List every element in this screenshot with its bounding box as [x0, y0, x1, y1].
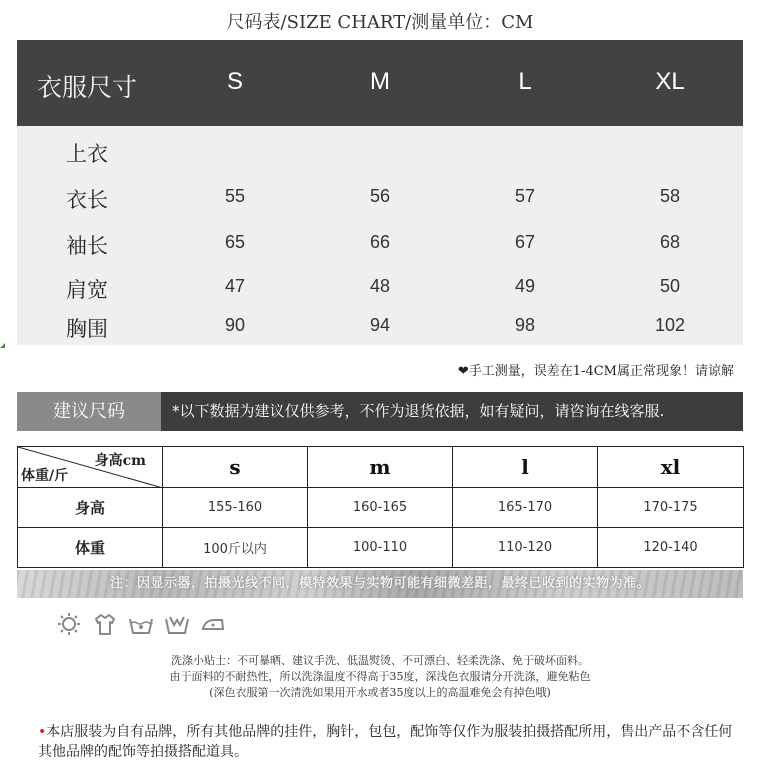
- corner-bottom-label: 体重/斤: [21, 468, 69, 484]
- care-icons: [56, 611, 226, 637]
- suggest-text: *以下数据为建议仅供参考，不作为退货依据，如有疑问，请咨询在线客服.: [172, 402, 665, 420]
- size-col-xl: XL: [655, 68, 685, 95]
- table-cell: 155-160: [163, 488, 308, 528]
- size-head-xl: xl: [598, 447, 744, 488]
- suggest-tag: 建议尺码: [17, 392, 161, 431]
- corner-mark-icon: [0, 343, 5, 348]
- tip-line: 由于面料的不耐热性，所以洗涤温度不得高于35度，深浅色衣服请分开洗涤，避免粘色: [169, 670, 591, 683]
- size-head-m: m: [308, 447, 453, 488]
- banner-text: 注：因显示器，拍摄光线不同，模特效果与实物可能有细微差距，最终已收到的实物为准。: [109, 576, 650, 591]
- size-chart-header: [17, 40, 743, 126]
- measure-note: ❤手工测量，误差在1-4CM属正常现象！请谅解: [457, 364, 734, 379]
- row-label: 胸围: [66, 317, 108, 341]
- recommend-table: [17, 446, 744, 568]
- bullet: •: [38, 724, 47, 740]
- suggest-bar: [17, 392, 743, 431]
- table-cell: 50: [659, 276, 681, 296]
- corner-cell: [18, 447, 163, 488]
- row-label: 衣长: [66, 188, 108, 212]
- note-banner: [17, 570, 743, 598]
- table-cell: 65: [224, 232, 246, 252]
- disclaimer: [38, 722, 743, 762]
- hang-dry-icon: [92, 611, 118, 637]
- table-cell: 66: [369, 232, 391, 252]
- wash-tips: [0, 653, 760, 701]
- tip-line: (深色衣服第一次清洗如果用开水或者35度以上的高温难免会有掉色哦): [209, 686, 551, 699]
- table-cell: 102: [654, 315, 686, 335]
- table-cell: 94: [369, 315, 391, 335]
- table-cell: 98: [514, 315, 536, 335]
- table-cell: 56: [369, 186, 391, 206]
- table-cell: 100-110: [308, 528, 453, 568]
- table-cell: 49: [514, 276, 536, 296]
- table-cell: 170-175: [598, 488, 744, 528]
- size-chart-body: [17, 126, 743, 345]
- tip-line: 洗涤小贴士：不可暴晒、建议手洗、低温熨烫、不可漂白、轻柔洗涤、免于破坏面料。: [171, 654, 589, 667]
- size-col-l: L: [518, 68, 532, 95]
- table-cell: 68: [659, 232, 681, 252]
- table-cell: 120-140: [598, 528, 744, 568]
- table-cell: 57: [514, 186, 536, 206]
- table-cell: 55: [224, 186, 246, 206]
- sun-dry-icon: [56, 611, 82, 637]
- table-row: [18, 447, 744, 488]
- row-label: 肩宽: [66, 278, 108, 302]
- table-cell: 67: [514, 232, 536, 252]
- iron-icon: [200, 611, 226, 637]
- corner-top-label: 身高cm: [94, 453, 146, 469]
- table-cell: 100斤以内: [163, 528, 308, 568]
- section-label: 上衣: [66, 142, 108, 166]
- table-row: [18, 528, 744, 568]
- size-head-l: l: [453, 447, 598, 488]
- table-cell: 47: [224, 276, 246, 296]
- table-cell: 90: [224, 315, 246, 335]
- table-cell: 110-120: [453, 528, 598, 568]
- table-cell: 160-165: [308, 488, 453, 528]
- size-chart-header-label: 衣服尺寸: [37, 73, 138, 102]
- row-label: 体重: [18, 528, 163, 568]
- size-col-m: M: [370, 68, 390, 95]
- table-row: [18, 488, 744, 528]
- table-cell: 48: [369, 276, 391, 296]
- disclaimer-text: 本店服装为自有品牌，所有其他品牌的挂件，胸针，包包，配饰等仅作为服装拍摄搭配所用，售出产品不含任何其他品牌的配饰等拍摄搭配道具。: [38, 724, 733, 760]
- size-head-s: s: [163, 447, 308, 488]
- table-cell: 165-170: [453, 488, 598, 528]
- page-title: 尺码表/SIZE CHART/测量单位：CM: [226, 12, 534, 33]
- size-col-s: S: [226, 68, 243, 95]
- row-label: 袖长: [66, 234, 108, 258]
- hand-wash-icon: [128, 611, 154, 637]
- row-label: 身高: [18, 488, 163, 528]
- table-cell: 58: [659, 186, 681, 206]
- low-temp-wash-icon: [164, 611, 190, 637]
